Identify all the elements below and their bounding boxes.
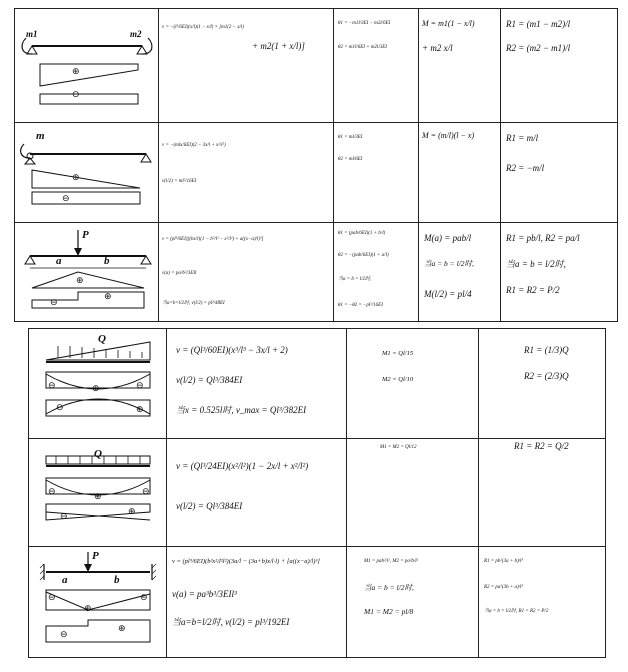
minus-sign-icon: ⊖: [56, 403, 64, 413]
span-label-b: b: [114, 574, 120, 586]
minus-sign-icon: ⊖: [62, 194, 70, 204]
load-label: Q: [94, 448, 102, 460]
minus-sign-icon: ⊖: [48, 593, 56, 603]
rotation-formula: θ1 = (pab/6EI)(1 + b/l): [338, 231, 386, 236]
deflection-formula: v = (pl³/6EI)(b²x²/l²l²)(3a/l − (3a+b)x/l·l) + [a((x−a)/l)³]: [172, 558, 320, 565]
load-label: Q: [98, 333, 106, 345]
deflection-formula: 当a=b=l/2时, v(l/2) = pl³/48EI: [162, 301, 225, 306]
minus-sign-icon: ⊖: [60, 512, 68, 522]
plus-sign-icon: ⊕: [94, 492, 102, 502]
reaction-formula: 当a = b = l/2时, R1 = R2 = P/2: [484, 609, 549, 614]
reaction-formula: 当a = b = l/2时,: [506, 259, 566, 269]
plus-sign-icon: ⊕: [72, 67, 80, 77]
reaction-formula: R1 = pb/l, R2 = pa/l: [506, 233, 580, 243]
deflection-formula: v(l/2) = ml²/16EI: [162, 179, 197, 184]
deflection-formula: 当x = 0.525l时, v_max = Ql³/382EI: [176, 405, 307, 415]
minus-sign-icon: ⊖: [140, 593, 148, 603]
rotation-formula: θ2 = −(pab/6EI)(1 + a/l): [338, 253, 389, 258]
reaction-formula: R1 = R2 = Q/2: [514, 441, 569, 451]
span-label-a: a: [56, 255, 62, 267]
moment-label-m1: m1: [26, 29, 38, 39]
moment-formula: M = (m/l)(l − x): [422, 131, 475, 140]
moment-formula: + m2 x/l: [422, 43, 453, 53]
deflection-formula: v(l/2) = Ql³/384EI: [176, 501, 243, 511]
deflection-formula: v(a) = pa²b²/3EIl: [162, 271, 197, 276]
reaction-formula: R2 = (m2 − m1)/l: [506, 43, 571, 53]
reaction-formula: R2 = (2/3)Q: [524, 371, 569, 381]
deflection-formula: v = (Ql³/60EI)(x³/l³ − 3x/l + 2): [176, 345, 288, 355]
moment-formula: 当a = b = l/2时,: [424, 259, 474, 268]
deflection-formula: v = (pl³/6EI)[(bx/l)(1 − b²/l² − x²/l²) + a((x−a)/l)³]: [162, 237, 264, 242]
plus-sign-icon: ⊕: [76, 276, 84, 286]
deflection-formula: v = (Ql³/24EI)(x²/l²)(1 − 2x/l + x²/l²): [176, 461, 309, 471]
moment-formula: M1 = Ql/15: [382, 350, 414, 357]
plus-sign-icon: ⊕: [92, 384, 100, 394]
load-label: P: [92, 550, 99, 562]
rotation-formula: θ1 = ml/3EI: [338, 135, 363, 140]
plus-sign-icon: ⊕: [84, 604, 92, 614]
moment-formula: M(a) = pab/l: [424, 233, 472, 243]
moment-formula: M1 = M2 = Ql/12: [380, 445, 417, 450]
reaction-formula: R1 = R2 = P/2: [506, 285, 560, 295]
moment-formula: M1 = M2 = pl/8: [364, 607, 414, 616]
rotation-formula: θ2 = ml/6EI: [338, 157, 363, 162]
deflection-formula: v(a) = pa³b³/3EIl³: [172, 589, 237, 599]
plus-sign-icon: ⊕: [72, 173, 80, 183]
rotation-formula: θ2 = m1l/6EI + m2l/3EI: [338, 45, 387, 50]
plus-sign-icon: ⊕: [128, 507, 136, 517]
reaction-formula: R1 = pb²(3a + b)/l³: [484, 559, 523, 564]
deflection-formula: 当a=b=l/2时, v(l/2) = pl³/192EI: [172, 617, 290, 627]
moment-label: m: [36, 130, 45, 142]
moment-formula: M(l/2) = pl/4: [424, 289, 472, 299]
deflection-formula: v = −(mlx/6EI)(2 − 3x/l + x²/l²): [162, 143, 226, 148]
minus-sign-icon: ⊖: [72, 90, 80, 100]
minus-sign-icon: ⊖: [142, 487, 150, 497]
moment-formula: M = m1(1 − x/l): [422, 19, 475, 28]
span-label-a: a: [62, 574, 68, 586]
deflection-formula: v = −(l²/6EI)(x/l)(1 − x/l) × [m1(2 − x/l): [162, 25, 244, 30]
deflection-formula: + m2(1 + x/l)]: [252, 41, 305, 51]
minus-sign-icon: ⊖: [50, 298, 58, 308]
moment-formula: M1 = pab²/l², M2 = pa²b/l²: [364, 559, 419, 564]
span-label-b: b: [104, 255, 110, 267]
rotation-formula: 当a = b = l/2时,: [338, 277, 372, 282]
moment-formula: 当a = b = l/2时,: [364, 583, 414, 592]
reaction-formula: R1 = (m1 − m2)/l: [506, 19, 571, 29]
minus-sign-icon: ⊖: [136, 381, 144, 391]
minus-sign-icon: ⊖: [48, 487, 56, 497]
plus-sign-icon: ⊕: [136, 405, 144, 415]
moment-label-m2: m2: [130, 29, 142, 39]
reaction-formula: R1 = (1/3)Q: [524, 345, 569, 355]
reaction-formula: R2 = −m/l: [506, 163, 545, 173]
rotation-formula: θ1 = −θ2 = −pl²/16EI: [338, 303, 383, 308]
minus-sign-icon: ⊖: [60, 630, 68, 640]
load-label: P: [82, 229, 89, 241]
reaction-formula: R1 = m/l: [506, 133, 539, 143]
reaction-formula: R2 = pa²(3b + a)/l³: [484, 585, 523, 590]
minus-sign-icon: ⊖: [48, 381, 56, 391]
plus-sign-icon: ⊕: [118, 624, 126, 634]
deflection-formula: v(l/2) = Ql³/384EI: [176, 375, 243, 385]
rotation-formula: θ1 = −m1l/3EI − m2l/6EI: [338, 21, 391, 26]
plus-sign-icon: ⊕: [104, 292, 112, 302]
moment-formula: M2 = Ql/10: [382, 376, 414, 383]
